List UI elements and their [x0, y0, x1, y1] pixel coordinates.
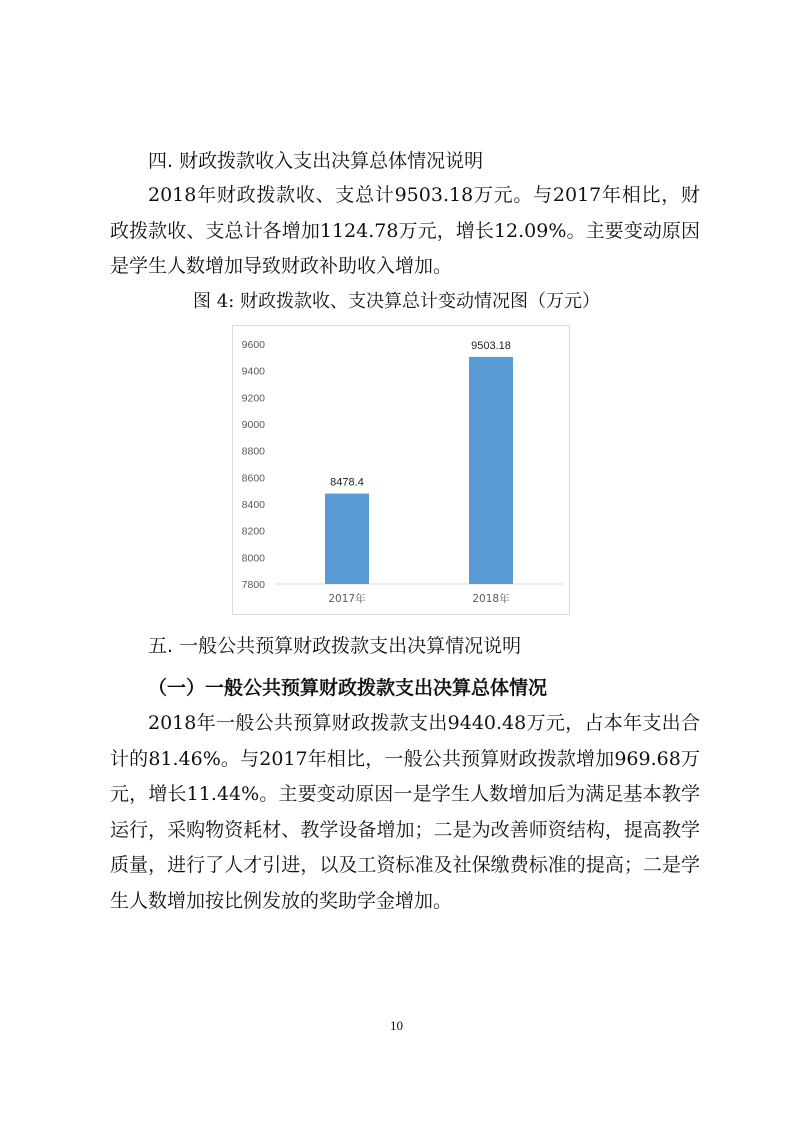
y-tick-label: 8200: [241, 525, 265, 538]
section4-paragraph: 2018年财政拨款收、支总计9503.18万元。与2017年相比，财政拨款收、支总计各增加1124.78万元，增长12.09%。主要变动原因是学生人数增加导致财政补助收入增加。: [110, 184, 700, 277]
section5-paragraph: 2018年一般公共预算财政拨款支出9440.48万元，占本年支出合计的81.46%。与2017年相比，一般公共预算财政拨款增加969.68万元，增长11.44%。主要变动原因一是学生人数增加后为满足基本教学运行，采购物资耗材、教学设备增加；二是为改善师资结构，提高教学质量，进行了人才引进，以及工资标准及社保缴费标准的提高；二是学生人数增加按比例发放的奖助学金增加。: [110, 712, 700, 912]
data-label: 9503.18: [471, 339, 511, 352]
y-tick-label: 9400: [241, 365, 265, 378]
y-tick-label: 8600: [241, 472, 265, 485]
bar: [325, 494, 369, 584]
section5-heading: 五. 一般公共预算财政拨款支出决算情况说明: [148, 635, 522, 657]
figure-caption: 图 4: 财政拨款收、支决算总计变动情况图（万元）: [193, 291, 600, 312]
y-tick-label: 8000: [241, 552, 265, 565]
section4-heading: 四. 财政拨款收入支出决算总体情况说明: [148, 150, 484, 172]
y-tick-label: 9600: [241, 339, 265, 351]
y-tick-label: 9200: [241, 392, 265, 405]
data-label: 8478.4: [330, 476, 364, 489]
x-tick-label: 2017年: [328, 593, 366, 605]
x-tick-label: 2018年: [472, 593, 510, 605]
y-tick-label: 9000: [241, 419, 265, 431]
bar-chart: [232, 325, 570, 615]
y-tick-label: 7800: [241, 579, 265, 591]
y-tick-label: 8800: [241, 445, 265, 458]
section5-subheading: （一）一般公共预算财政拨款支出决算总体情况: [148, 677, 548, 699]
y-tick-label: 8400: [241, 499, 265, 511]
chart-svg: [233, 326, 571, 616]
bar: [469, 357, 513, 584]
page-number: 10: [390, 1018, 403, 1033]
